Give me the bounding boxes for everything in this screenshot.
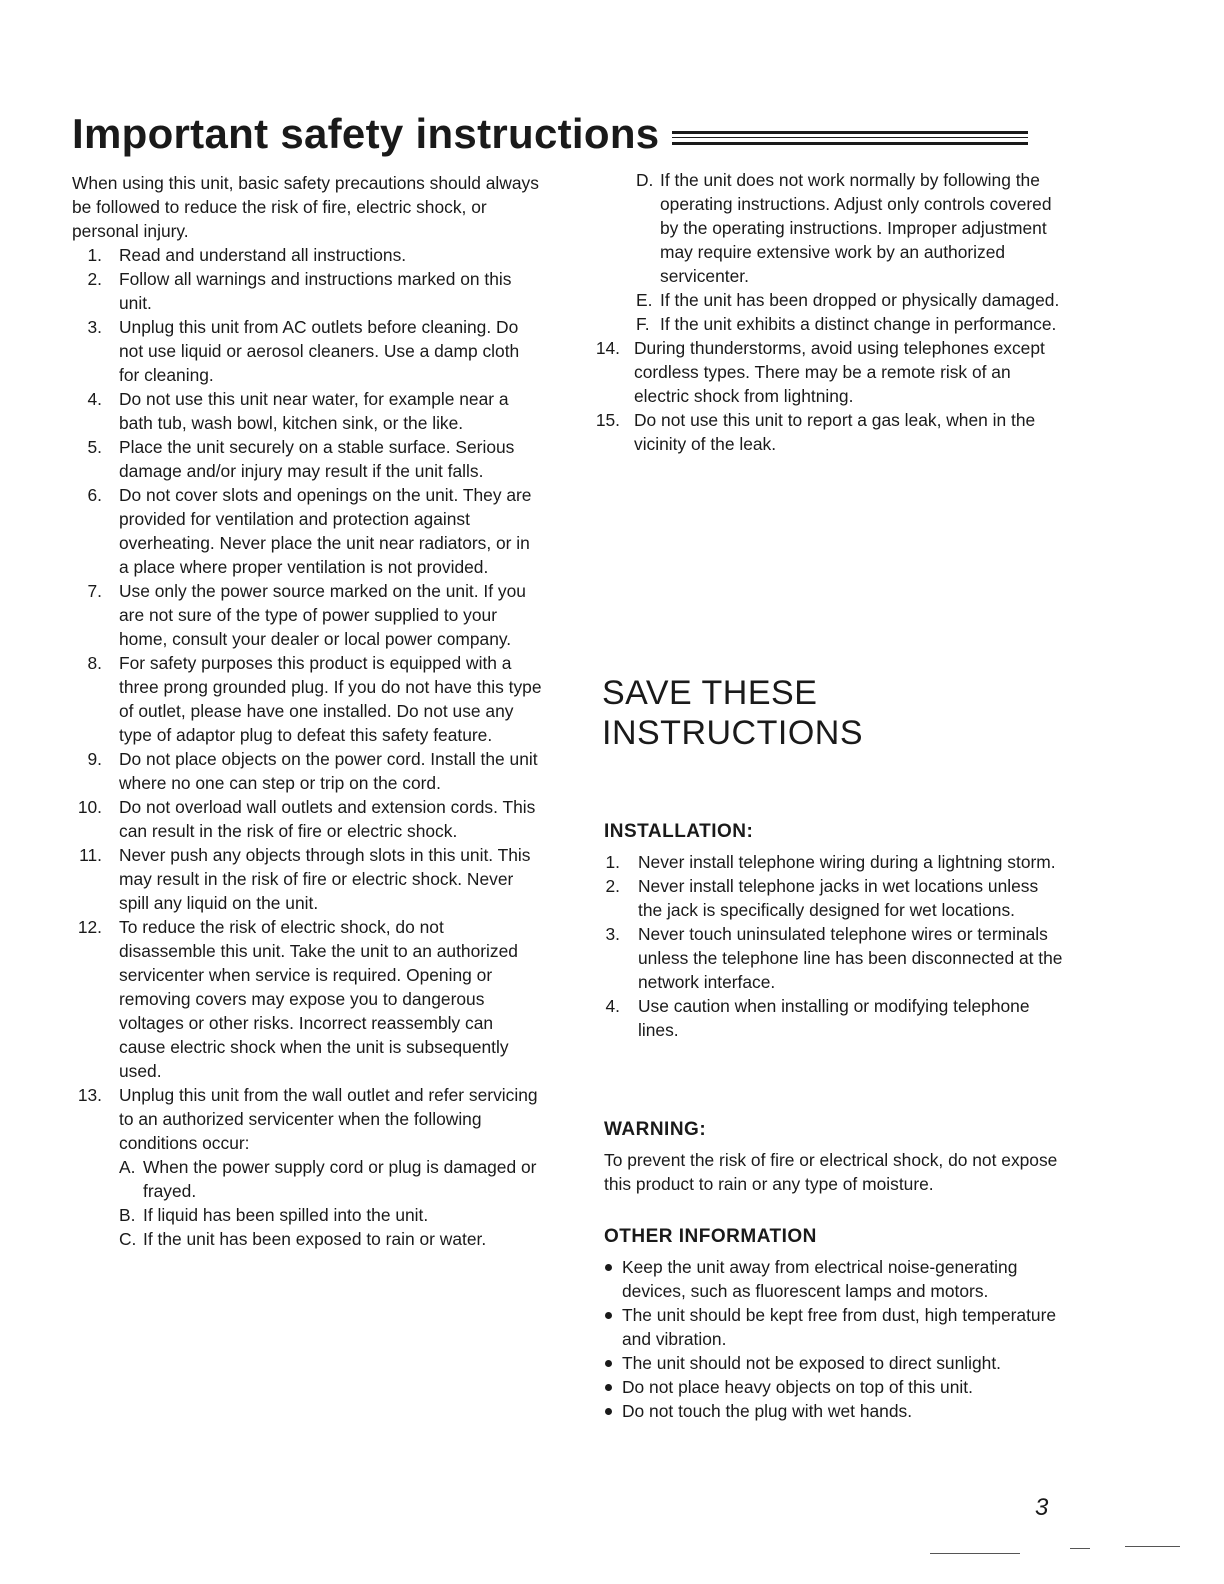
item-text: Do not use this unit near water, for example near a bath tub, wash bowl, kitchen sink, or the like. — [119, 389, 509, 433]
condition-text: If liquid has been spilled into the unit. — [143, 1205, 429, 1225]
save-line-2: INSTRUCTIONS — [602, 714, 863, 752]
condition-letter: B. — [119, 1205, 136, 1225]
installation-section — [604, 820, 1064, 1042]
condition-sublist — [119, 1155, 542, 1251]
safety-item — [595, 408, 1064, 456]
item-text: Use only the power source marked on the unit. If you are not sure of the type of power supplied to your home, consult your dealer or local power company. — [119, 581, 526, 649]
item-number: 14. — [595, 338, 620, 358]
other-information-list — [604, 1255, 1064, 1423]
item-number: 5. — [87, 437, 102, 457]
condition-text: If the unit has been dropped or physically damaged. — [660, 290, 1060, 310]
condition-item — [636, 288, 1064, 312]
info-bullet-item — [604, 1255, 1064, 1303]
intro-paragraph: When using this unit, basic safety precautions should always be followed to reduce the risk of fire, electric shock, or personal injury. — [72, 173, 539, 241]
installation-item — [604, 922, 1064, 994]
warning-heading: WARNING: — [604, 1119, 707, 1140]
item-text: Follow all warnings and instructions marked on this unit. — [119, 269, 512, 313]
condition-text: If the unit exhibits a distinct change in performance. — [660, 314, 1057, 334]
scan-artifact — [1070, 1548, 1090, 1549]
item-text: Do not place objects on the power cord. Install the unit where no one can step or trip on the cord. — [119, 749, 538, 793]
bullet-text: The unit should be kept free from dust, high temperature and vibration. — [622, 1305, 1057, 1349]
item-number: 2. — [87, 269, 102, 289]
item-text: Never install telephone wiring during a lightning storm. — [638, 852, 1056, 872]
condition-item — [119, 1155, 542, 1203]
item-text: Do not cover slots and openings on the unit. They are provided for ventilation and protection against overheating. Never place the unit near radiators, or in a place where proper ventilation is not provided. — [119, 485, 532, 577]
item-text: During thunderstorms, avoid using telephones except cordless types. There may be a remote risk of an electric shock from lightning. — [634, 338, 1045, 406]
safety-item — [72, 579, 542, 651]
info-bullet-item — [604, 1375, 1064, 1399]
condition-letter: D. — [636, 170, 654, 190]
scan-artifact — [1125, 1546, 1180, 1547]
condition-text: If the unit has been exposed to rain or water. — [143, 1229, 487, 1249]
safety-item — [72, 795, 542, 843]
safety-item — [72, 387, 542, 435]
save-instructions-heading — [602, 673, 863, 753]
item-number: 4. — [87, 389, 102, 409]
item-text: Read and understand all instructions. — [119, 245, 407, 265]
bullet-text: Do not place heavy objects on top of this unit. — [622, 1377, 973, 1397]
condition-sublist-continued — [636, 168, 1064, 336]
item-text: Do not use this unit to report a gas leak, when in the vicinity of the leak. — [634, 410, 1036, 454]
safety-item — [72, 435, 542, 483]
condition-text: If the unit does not work normally by following the operating instructions. Adjust only controls covered by the operating instructions. Improper adjustment may require extensive work by an authorized servicenter. — [660, 170, 1052, 286]
warning-text: To prevent the risk of fire or electrical shock, do not expose this product to rain or any type of moisture. — [604, 1150, 1058, 1194]
warning-section — [604, 1118, 1064, 1196]
bullet-text: Keep the unit away from electrical noise-generating devices, such as fluorescent lamps and motors. — [622, 1257, 1018, 1301]
scan-artifact — [930, 1553, 1020, 1554]
save-line-1: SAVE THESE — [602, 674, 818, 712]
safety-item — [72, 1083, 542, 1251]
title-rule-divider — [672, 131, 1028, 145]
safety-item — [72, 915, 542, 1083]
item-number: 13. — [77, 1085, 102, 1105]
bullet-text: The unit should not be exposed to direct sunlight. — [622, 1353, 1001, 1373]
page-number: 3 — [1035, 1494, 1049, 1521]
bullet-icon — [605, 1360, 612, 1367]
other-information-heading: OTHER INFORMATION — [604, 1226, 817, 1247]
safety-item — [595, 336, 1064, 408]
item-text: Never push any objects through slots in this unit. This may result in the risk of fire or electric shock. Never spill any liquid on the unit. — [119, 845, 531, 913]
condition-letter: E. — [636, 290, 653, 310]
item-text: Unplug this unit from AC outlets before cleaning. Do not use liquid or aerosol cleaners. Use a damp cloth for cleaning. — [119, 317, 520, 385]
bullet-text: Do not touch the plug with wet hands. — [622, 1401, 913, 1421]
item-number: 3. — [87, 317, 102, 337]
safety-item — [72, 267, 542, 315]
condition-text: When the power supply cord or plug is damaged or frayed. — [143, 1157, 537, 1201]
page-title: Important safety instructions — [72, 110, 660, 157]
safety-item — [72, 651, 542, 747]
item-number: 11. — [79, 845, 102, 865]
safety-list-left — [72, 243, 542, 1251]
item-number: 3. — [605, 924, 620, 944]
item-number: 7. — [87, 581, 102, 601]
item-number: 9. — [87, 749, 102, 769]
condition-letter: C. — [119, 1229, 137, 1249]
item-text: To reduce the risk of electric shock, do not disassemble this unit. Take the unit to an authorized servicenter when service is required. Opening or removing covers may expose you to dangerous voltages or other risks. Incorrect reassembly can cause electric shock when the unit is subsequently used. — [119, 917, 518, 1081]
condition-letter: A. — [119, 1157, 136, 1177]
safety-item — [72, 243, 542, 267]
installation-item — [604, 850, 1064, 874]
item-number: 1. — [87, 245, 102, 265]
item-number: 6. — [87, 485, 102, 505]
item-number: 8. — [87, 653, 102, 673]
info-bullet-item — [604, 1399, 1064, 1423]
item-number: 12. — [77, 917, 102, 937]
bullet-icon — [605, 1264, 612, 1271]
condition-letter: F. — [636, 314, 650, 334]
item-text: Never install telephone jacks in wet locations unless the jack is specifically designed for wet locations. — [638, 876, 1039, 920]
safety-item — [72, 483, 542, 579]
condition-item — [119, 1203, 542, 1227]
item-number: 4. — [605, 996, 620, 1016]
item-text: Never touch uninsulated telephone wires or terminals unless the telephone line has been disconnected at the network interface. — [638, 924, 1063, 992]
installation-item — [604, 994, 1064, 1042]
right-column — [595, 168, 1064, 456]
other-information-section — [604, 1225, 1064, 1423]
info-bullet-item — [604, 1351, 1064, 1375]
item-number: 15. — [595, 410, 620, 430]
condition-item — [636, 312, 1064, 336]
condition-item — [119, 1227, 542, 1251]
item-number: 2. — [605, 876, 620, 896]
bullet-icon — [605, 1312, 612, 1319]
bullet-icon — [605, 1408, 612, 1415]
safety-item — [72, 315, 542, 387]
left-column — [72, 171, 542, 1251]
info-bullet-item — [604, 1303, 1064, 1351]
installation-heading: INSTALLATION: — [604, 821, 754, 842]
safety-item — [72, 747, 542, 795]
item-number: 10. — [77, 797, 102, 817]
installation-item — [604, 874, 1064, 922]
item-number: 1. — [605, 852, 620, 872]
item-text: Place the unit securely on a stable surface. Serious damage and/or injury may result if the unit falls. — [119, 437, 515, 481]
item-text: For safety purposes this product is equipped with a three prong grounded plug. If you do not have this type of outlet, please have one installed. Do not use any type of adaptor plug to defeat this safety feature. — [119, 653, 542, 745]
item-text: Unplug this unit from the wall outlet and refer servicing to an authorized servicenter when the following conditions occur: — [119, 1085, 538, 1153]
bullet-icon — [605, 1384, 612, 1391]
installation-list — [604, 850, 1064, 1042]
item-text: Use caution when installing or modifying telephone lines. — [638, 996, 1030, 1040]
safety-item — [72, 843, 542, 915]
item-text: Do not overload wall outlets and extension cords. This can result in the risk of fire or electric shock. — [119, 797, 536, 841]
condition-item — [636, 168, 1064, 288]
